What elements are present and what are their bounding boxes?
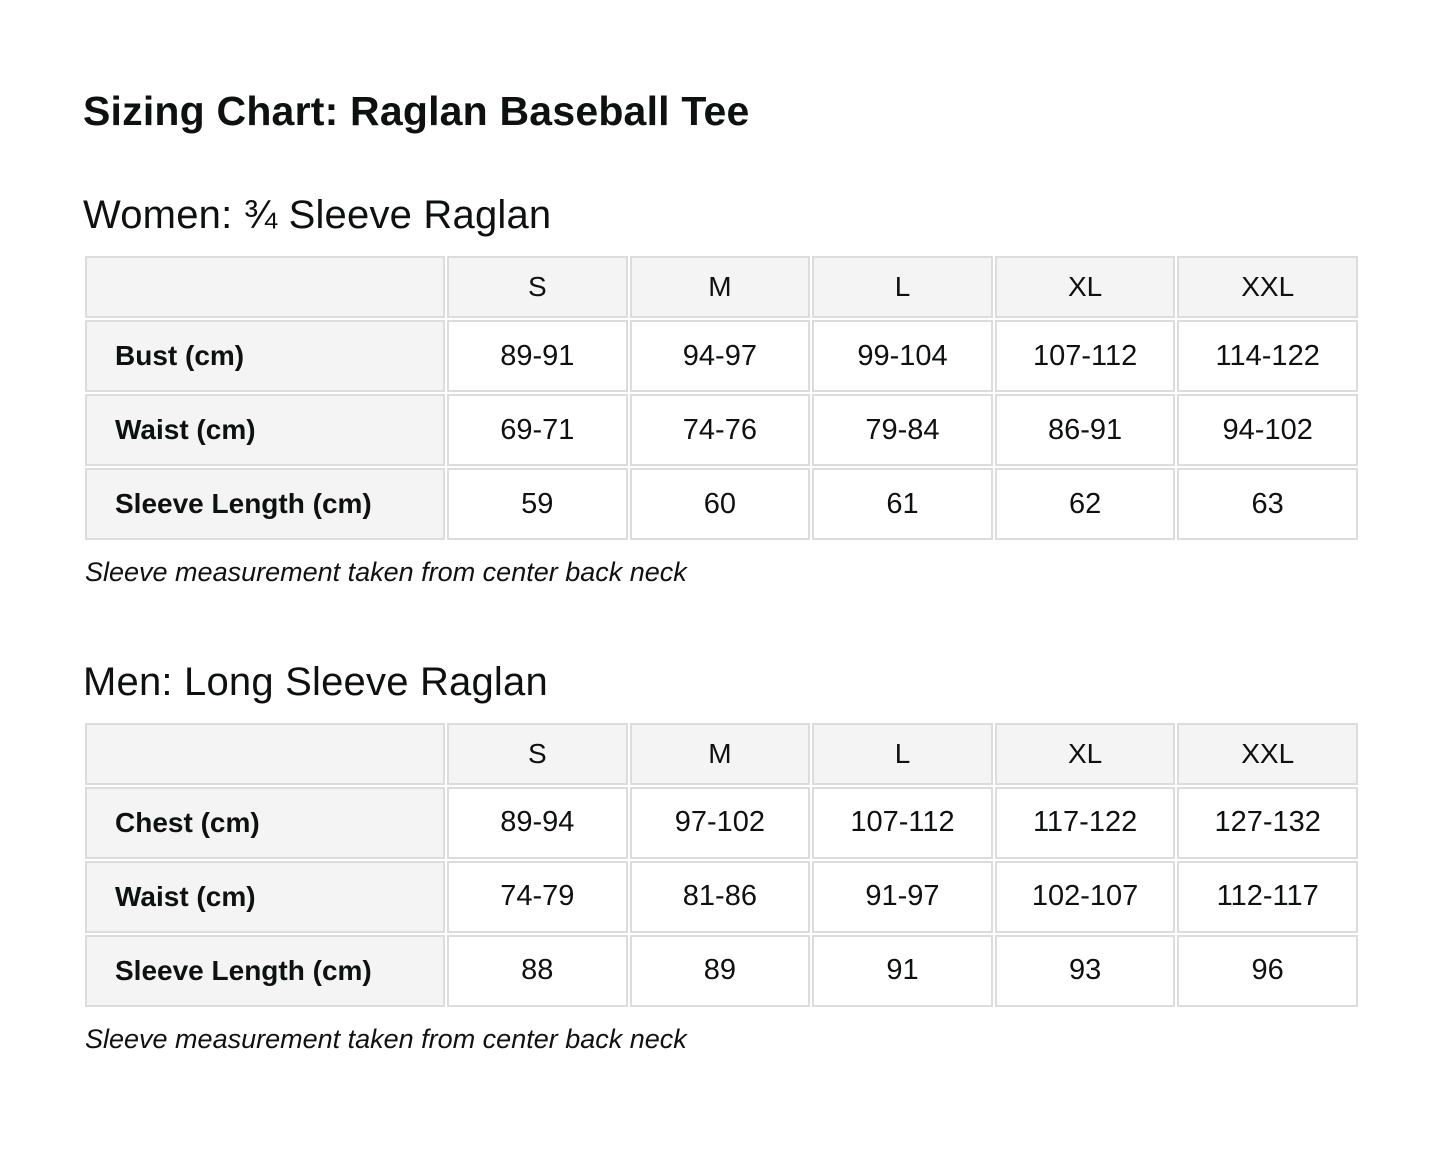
- row-label: Bust (cm): [85, 320, 445, 392]
- size-column-header: XXL: [1177, 723, 1358, 785]
- size-header-row: [85, 723, 1358, 785]
- size-value-cell: 89-91: [447, 320, 628, 392]
- row-label: Waist (cm): [85, 861, 445, 933]
- size-value-cell: 89: [630, 935, 811, 1007]
- size-value-cell: 114-122: [1177, 320, 1358, 392]
- size-header-row: [85, 256, 1358, 318]
- size-column-header: L: [812, 256, 993, 318]
- measurement-row: [85, 468, 1358, 540]
- size-value-cell: 97-102: [630, 787, 811, 859]
- size-value-cell: 60: [630, 468, 811, 540]
- section-men: [83, 659, 1360, 1055]
- corner-cell: [85, 723, 445, 785]
- men-size-table: [83, 721, 1360, 1009]
- size-value-cell: 63: [1177, 468, 1358, 540]
- row-label: Chest (cm): [85, 787, 445, 859]
- page-title: Sizing Chart: Raglan Baseball Tee: [83, 88, 750, 134]
- men-sleeve-note: Sleeve measurement taken from center back neck: [85, 1023, 687, 1054]
- size-value-cell: 94-97: [630, 320, 811, 392]
- size-value-cell: 102-107: [995, 861, 1176, 933]
- size-column-header: XXL: [1177, 256, 1358, 318]
- section-heading-men: Men: Long Sleeve Raglan: [83, 659, 548, 704]
- row-label: Sleeve Length (cm): [85, 468, 445, 540]
- measurement-row: [85, 861, 1358, 933]
- row-label: Waist (cm): [85, 394, 445, 466]
- size-value-cell: 61: [812, 468, 993, 540]
- section-women: [83, 192, 1360, 588]
- size-value-cell: 88: [447, 935, 628, 1007]
- measurement-row: [85, 394, 1358, 466]
- section-heading-women: Women: ¾ Sleeve Raglan: [83, 193, 552, 238]
- size-value-cell: 127-132: [1177, 787, 1358, 859]
- measurement-row: [85, 320, 1358, 392]
- size-column-header: L: [812, 723, 993, 785]
- size-value-cell: 59: [447, 468, 628, 540]
- size-value-cell: 96: [1177, 935, 1358, 1007]
- size-value-cell: 69-71: [447, 394, 628, 466]
- women-sleeve-note: Sleeve measurement taken from center back neck: [85, 557, 687, 588]
- size-value-cell: 91: [812, 935, 993, 1007]
- size-value-cell: 86-91: [995, 394, 1176, 466]
- size-column-header: XL: [995, 256, 1176, 318]
- size-value-cell: 94-102: [1177, 394, 1358, 466]
- size-value-cell: 107-112: [812, 787, 993, 859]
- size-value-cell: 93: [995, 935, 1176, 1007]
- size-value-cell: 107-112: [995, 320, 1176, 392]
- size-column-header: S: [447, 723, 628, 785]
- size-column-header: M: [630, 256, 811, 318]
- size-value-cell: 117-122: [995, 787, 1176, 859]
- size-value-cell: 62: [995, 468, 1176, 540]
- size-value-cell: 99-104: [812, 320, 993, 392]
- corner-cell: [85, 256, 445, 318]
- size-column-header: XL: [995, 723, 1176, 785]
- size-value-cell: 74-76: [630, 394, 811, 466]
- row-label: Sleeve Length (cm): [85, 935, 445, 1007]
- measurement-row: [85, 787, 1358, 859]
- size-value-cell: 91-97: [812, 861, 993, 933]
- size-value-cell: 89-94: [447, 787, 628, 859]
- size-column-header: S: [447, 256, 628, 318]
- measurement-row: [85, 935, 1358, 1007]
- size-value-cell: 112-117: [1177, 861, 1358, 933]
- size-value-cell: 74-79: [447, 861, 628, 933]
- size-value-cell: 81-86: [630, 861, 811, 933]
- size-value-cell: 79-84: [812, 394, 993, 466]
- women-size-table: [83, 254, 1360, 542]
- size-column-header: M: [630, 723, 811, 785]
